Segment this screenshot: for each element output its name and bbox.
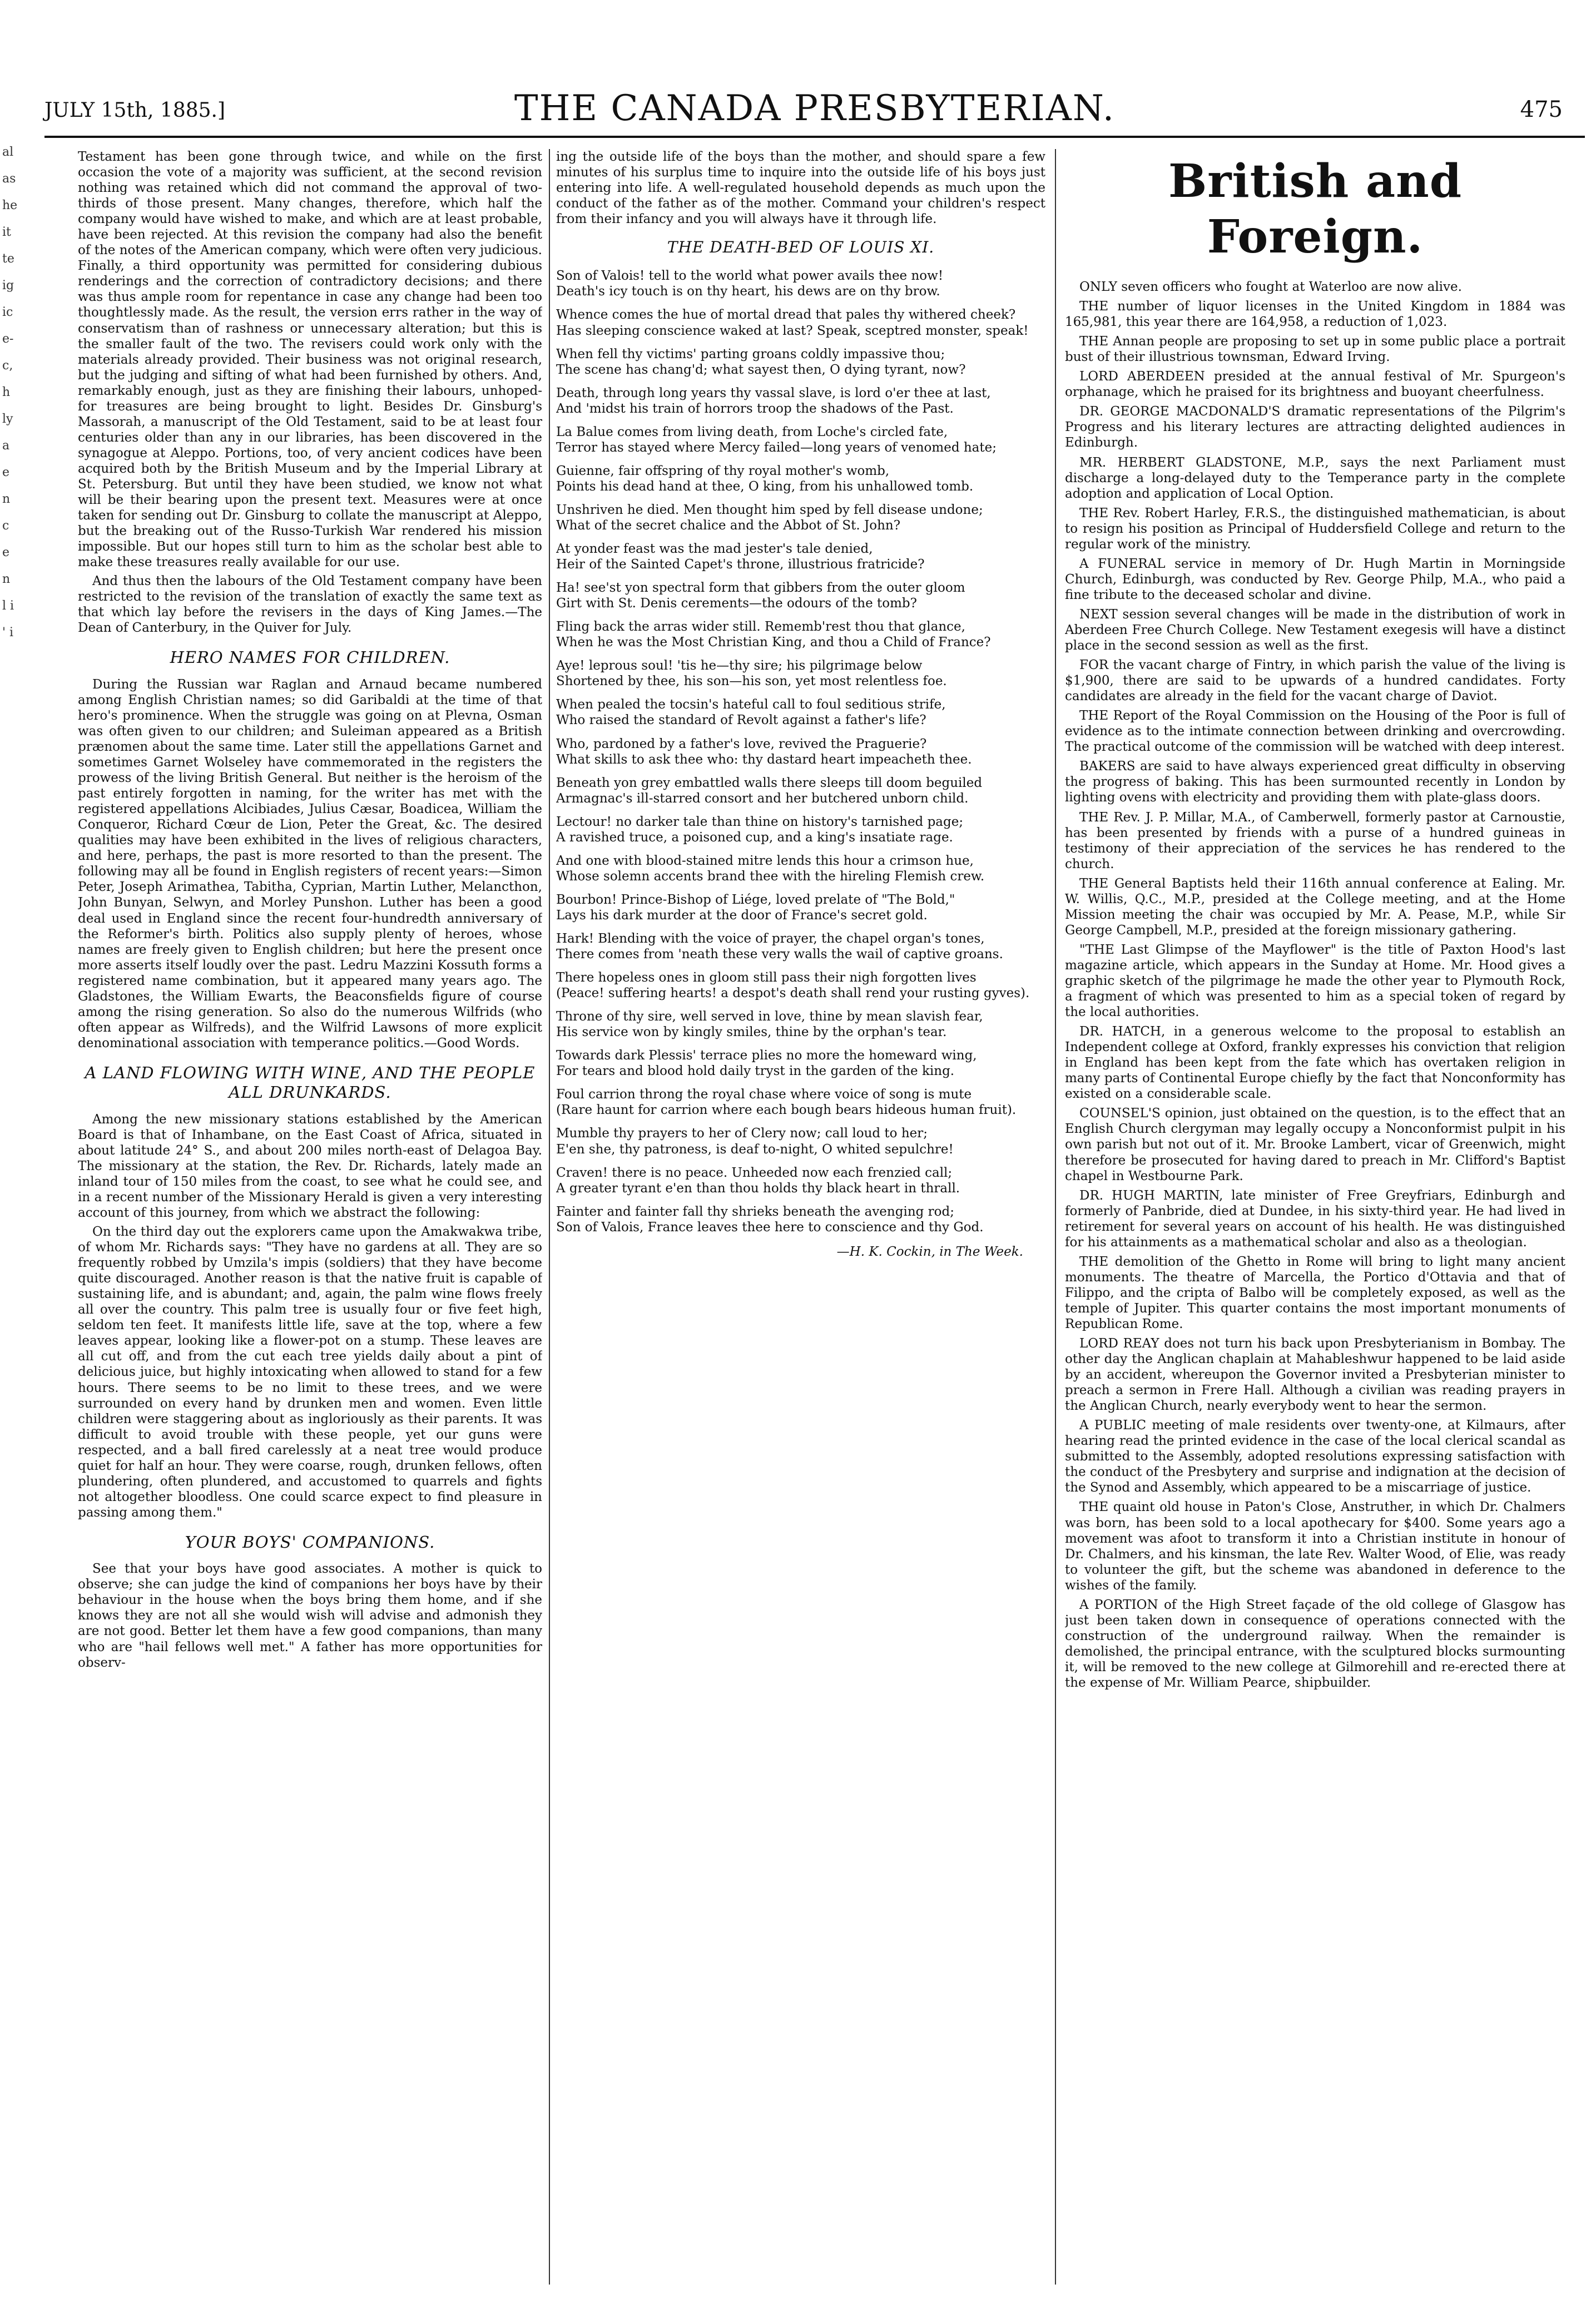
column-divider (549, 149, 550, 2285)
poem (556, 268, 1045, 1235)
poem-line: Ha! see'st yon spectral form that gibbers from the outer gloom (556, 581, 965, 596)
poem-stanza (556, 385, 1045, 417)
poem-line: Craven! there is no peace. Unheeded now each frenzied call; (556, 1165, 953, 1180)
poem-line: At yonder feast was the mad jester's tale denied, (556, 542, 873, 557)
poem-stanza (556, 1204, 1045, 1235)
poem-line: Heir of the Sainted Capet's throne, illustrious fratricide? (556, 557, 925, 572)
news-item: MR. HERBERT GLADSTONE, M.P., says the next Parliament must discharge a long-delayed duty to the Temperance party in the complete adoption and application of Local Option. (1065, 455, 1565, 501)
poem-stanza (556, 1126, 1045, 1157)
poem-line: Shortened by thee, his son—his son, yet most relentless foe. (556, 674, 947, 689)
poem-line: Armagnac's ill-starred consort and her butchered unborn child. (556, 791, 969, 806)
poem-stanza (556, 424, 1045, 455)
poem-stanza (556, 736, 1045, 767)
page-number: 475 (1520, 97, 1563, 122)
poem-stanza (556, 658, 1045, 689)
poem-stanza (556, 970, 1045, 1001)
news-item: THE Rev. J. P. Millar, M.A., of Camberwell, formerly pastor at Carnoustie, has been presented by friends with a purse of a hundred guineas in testimony of their appreciation of the services he has rendered to the church. (1065, 810, 1565, 871)
poem-line: His service won by kingly smiles, thine by the orphan's tear. (556, 1025, 947, 1040)
poem-line: Death, through long years thy vassal slave, is lord o'er thee at last, (556, 385, 991, 400)
poem-credit: —H. K. Cockin, in The Week. (836, 1244, 1023, 1259)
poem-stanza (556, 853, 1045, 884)
poem-stanza (556, 1165, 1045, 1196)
article-paragraph: ing the outside life of the boys than the mother, and should spare a few minutes of his surplus time to inquire into the outside life of his boys just entering into life. A well-regulated household depends as much upon the conduct of the father as of the mother. Command your children's respect from their infancy and you will always have it through life. (556, 150, 1045, 227)
poem-line: There comes from 'neath these very walls the wail of captive groans. (556, 947, 1003, 962)
article-paragraph: And thus then the labours of the Old Testament company have been restricted to the revision of the translation of exactly the same text as that which lay before the revisers in the days of King James.—The Dean of Canterbury, in the Quiver for July. (78, 574, 542, 636)
poem-line: Who, pardoned by a father's love, revived the Praguerie? (556, 736, 927, 751)
column-left (78, 149, 542, 2285)
poem-line: A ravished truce, a poisoned cup, and a king's insatiate rage. (556, 830, 953, 845)
news-item: THE demolition of the Ghetto in Rome will bring to light many ancient monuments. The theatre of Marcella, the Portico d'Ottavia and that of Filippo, and the cripta of Balbo will be completely exposed, as well as the temple of Jupiter. This quarter contains the most important monuments of Republican Rome. (1065, 1254, 1565, 1331)
poem-stanza (556, 580, 1045, 611)
poem-line: La Balue comes from living death, from Loche's circled fate, (556, 424, 948, 439)
news-item: THE number of liquor licenses in the United Kingdom in 1884 was 165,981, this year there are 164,958, a reduction of 1,023. (1065, 299, 1565, 330)
poem-line: What of the secret chalice and the Abbot of St. John? (556, 518, 901, 533)
news-item: THE quaint old house in Paton's Close, Anstruther, in which Dr. Chalmers was born, has been sold to a local apothecary for $400. Some years ago a movement was afoot to transform it into a Christian institute in honour of Dr. Chalmers, and his kinsman, the late Rev. Walter Wood, of Elie, was ready to volunteer the gift, but the scheme was abandoned in deference to the wishes of the family. (1065, 1500, 1565, 1593)
poem-line: Throne of thy sire, well served in love, thine by mean slavish fear, (556, 1009, 983, 1024)
news-item: A PUBLIC meeting of male residents over twenty-one, at Kilmaurs, after hearing read the printed evidence in the case of the local clerical scandal as submitted to the Assembly, adopted resolutions expressing satisfaction with the conduct of the Presbytery and surprise and indignation at the decision of the Synod and Assembly, which appeared to be a miscarriage of justice. (1065, 1418, 1565, 1495)
poem-line: E'en she, thy patroness, is deaf to-night, O whited sepulchre! (556, 1142, 954, 1157)
poem-line: Fling back the arras wider still. Rememb'rest thou that glance, (556, 620, 965, 635)
news-item: "THE Last Glimpse of the Mayflower" is the title of Paxton Hood's last magazine article, which appears in the Sunday at Home. Mr. Hood gives a graphic sketch of the pilgrimage he made the other year to Plymouth Rock, a fragment of which was presented to him as a special token of regard by the local authorities. (1065, 942, 1565, 1020)
poem-stanza (556, 892, 1045, 923)
article-paragraph: See that your boys have good associates. A mother is quick to observe; she can judge the kind of companions her boys have by their behaviour in the house when the boys bring them home, and if she knows they are not all she would wish will advise and admonish they are not good. Better let them have a few good companions, than many who are "hail fellows well met." A father has more opportunities for observ- (78, 1562, 542, 1670)
news-item: DR. HUGH MARTIN, late minister of Free Greyfriars, Edinburgh and formerly of Panbride, died at Dundee, in his sixty-third year. He had lived in retirement for several years on account of his health. He was distinguished for his attainments as a mathematical scholar and also as a theologian. (1065, 1188, 1565, 1250)
article-paragraph: During the Russian war Raglan and Arnaud became numbered among English Christian names; so did Garibaldi at the time of that hero's prominence. When the struggle was going on at Plevna, Osman was often given to our children; and Suleiman appeared as a British prænomen about the same time. Later still the appellations Garnet and sometimes Garnet Wolseley have commemorated in the registers the prowess of the living British General. But neither is the heroism of the past entirely forgotten in naming, for the writer has met with the registered appellations Alcibiades, Julius Cæsar, Boadicea, William the Conqueror, Richard Cœur de Lion, Peter the Great, &c. The desired qualities may have been exhibited in the lives of religious characters, and here, perhaps, the past is more resorted to than the present. The following may all be found in English registers of recent years:—Simon Peter, Joseph Arimathea, Tabitha, Cyprian, Martin Luther, Melancthon, John Bunyan, Selwyn, and Morley Punshon. Luther has been a good deal used in England since the recent four-hundredth anniversary of the Reformer's birth. Politics also supply plenty of heroes, whose names are freely given to English children; but here the present once more asserts itself loudly over the past. Ledru Mazzini Kossuth forms a registered name combination, but it appeared many years ago. The Gladstones, the William Ewarts, the Beaconsfields figure of course among the rising generation. So also do the numerous Wilfrids (who often appear as Wilfreds), and the Wilfrid Lawsons of more explicit denominational association with temperance politics.—Good Words. (78, 677, 542, 1051)
poem-line: Whence comes the hue of mortal dread that pales thy withered cheek? (556, 308, 1016, 323)
poem-stanza (556, 463, 1045, 494)
poem-line: Who raised the standard of Revolt against a father's life? (556, 713, 926, 728)
poem-line: Fainter and fainter fall thy shrieks beneath the avenging rod; (556, 1204, 954, 1219)
poem-line: For tears and blood hold daily tryst in the garden of the king. (556, 1064, 955, 1079)
article-paragraph: Among the new missionary stations established by the American Board is that of Inhambane, on the East Coast of Africa, situated in about latitude 24° S., and about 200 miles north-east of Delagoa Bay. The missionary at the station, the Rev. Dr. Richards, lately made an inland tour of 150 miles from the coast, to see what he could see, and in a recent number of the Missionary Herald is given a very interesting account of this journey, from which we abstract the following: (78, 1112, 542, 1220)
poem-stanza (556, 268, 1045, 299)
news-item: THE Report of the Royal Commission on the Housing of the Poor is full of evidence as to the intimate connection between drinking and overcrowding. The practical outcome of the commission will be watched with deep interest. (1065, 708, 1565, 755)
news-item: A PORTION of the High Street façade of the old college of Glasgow has just been taken down in consequence of operations connected with the construction of the underground railway. When the remainder is demolished, the principal entrance, with the sculptured blocks surmounting it, will be removed to the new college at Gilmorehill and re-erected there at the expense of Mr. William Pearce, shipbuilder. (1065, 1597, 1565, 1690)
poem-line: And 'midst his train of horrors troop the shadows of the Past. (556, 401, 954, 416)
header-rule (44, 136, 1585, 138)
poem-line: Whose solemn accents brand thee with the hireling Flemish crew. (556, 869, 985, 884)
news-item: FOR the vacant charge of Fintry, in which parish the value of the living is $1,900, there are said to be upwards of a hundred candidates. Forty candidates are already in the field for the vacant charge of Daviot. (1065, 658, 1565, 704)
news-item: DR. GEORGE MACDONALD'S dramatic representations of the Pilgrim's Progress and his literary lectures are attracting delighted audiences in Edinburgh. (1065, 404, 1565, 450)
poem-stanza (556, 814, 1045, 845)
poem-line: Terror has stayed where Mercy failed—long years of venomed hate; (556, 440, 997, 455)
poem-line: Mumble thy prayers to her of Clery now; call loud to her; (556, 1126, 928, 1141)
margin-fragments: al as he it te ig ic e- c, h ly a e n c e n l i ' i (2, 145, 18, 640)
poem-line: When fell thy victims' parting groans coldly impassive thou; (556, 346, 945, 361)
news-item: NEXT session several changes will be made in the distribution of work in Aberdeen Free Church College. New Testament exegesis will have a distinct place in the second session as well as the first. (1065, 607, 1565, 653)
poem-title: THE DEATH-BED OF LOUIS XI. (667, 238, 935, 257)
poem-line: Points his dead hand at thee, O king, from his unhallowed tomb. (556, 479, 974, 494)
poem-line: (Rare haunt for carrion where each bough bears hideous human fruit). (556, 1103, 1017, 1118)
poem-stanza (556, 619, 1045, 650)
article-paragraph: On the third day out the explorers came upon the Amakwakwa tribe, of whom Mr. Richards says: "They have no gardens at all. They are so frequently robbed by Umzila's impis (soldiers) that they have become quite discouraged. Another reason is that the native fruit is capable of sustaining life, and is abundant; and, again, the palm wine flows freely all over the country. This palm tree is usually four or five feet high, seldom ten feet. It manifests little life, save at the top, where a few leaves appear, looking like a flower-pot on a stump. These leaves are all cut off, and from the cut each tree yields daily about a pint of delicious juice, but highly intoxicating when allowed to stand for a few hours. There seems to be no limit to these trees, and we were surrounded on every hand by drunken men and women. Even little children were staggering about as ingloriously as their parents. It was difficult to avoid trouble with these people, yet our guns were respected, and a ball fired carelessly at a neat tree would produce quiet for half an hour. They were coarse, rough, drunken fellows, often plundering, often plundered, and accustomed to quarrels and fights not altogether bloodless. One could scarce expect to find pleasure in passing among them." (78, 1225, 542, 1520)
news-item: LORD REAY does not turn his back upon Presbyterianism in Bombay. The other day the Anglican chaplain at Mahableshwur happened to be laid aside by an accident, whereupon the Governor invited a Presbyterian minister to preach a sermon in Frere Hall. Although a civilian was reading prayers in the Anglican Church, nearly everybody went to hear the sermon. (1065, 1336, 1565, 1414)
poem-stanza (556, 1048, 1045, 1079)
poem-stanza (556, 502, 1045, 533)
news-item: LORD ABERDEEN presided at the annual festival of Mr. Spurgeon's orphanage, which he praised for its brightness and buoyant cheerfulness. (1065, 369, 1565, 400)
news-item: COUNSEL'S opinion, just obtained on the question, is to the effect that an English Church clergyman may legally occupy a Nonconformist pulpit in his own parish but not out of it. Mr. Brooke Lambert, vicar of Greenwich, might therefore be prosecuted for having dared to preach in Mr. Clifford's Baptist chapel in Westbourne Park. (1065, 1106, 1565, 1183)
poem-line: Son of Valois, France leaves thee here to conscience and thy God. (556, 1220, 984, 1235)
poem-line: The scene has chang'd; what sayest then, O dying tyrant, now? (556, 362, 966, 377)
page-header (44, 78, 1585, 133)
news-item: A FUNERAL service in memory of Dr. Hugh Martin in Morningside Church, Edinburgh, was conducted by Rev. George Philp, M.A., who paid a fine tribute to the deceased scholar and divine. (1065, 556, 1565, 602)
poem-line: Hark! Blending with the voice of prayer, the chapel organ's tones, (556, 931, 985, 946)
news-item: THE General Baptists held their 116th annual conference at Ealing. Mr. W. Willis, Q.C., M.P., presided at the College meeting, and at the Home Mission meeting the chair was occupied by Mr. A. Pease, M.P., while Sir George Campbell, M.P., presided at the foreign missionary gathering. (1065, 876, 1565, 938)
poem-line: When pealed the tocsin's hateful call to foul seditious strife, (556, 697, 946, 712)
news-item: ONLY seven officers who fought at Waterloo are now alive. (1079, 280, 1462, 295)
news-item: THE Rev. Robert Harley, F.R.S., the distinguished mathematician, is about to resign his position as Principal of Huddersfield College and return to the regular work of the ministry. (1065, 506, 1565, 552)
column-middle (556, 149, 1045, 2285)
poem-line: What skills to ask thee who: thy dastard heart impeacheth thee. (556, 752, 972, 767)
poem-line: Bourbon! Prince-Bishop of Liége, loved prelate of "The Bold," (556, 892, 955, 907)
masthead-title: THE CANADA PRESBYTERIAN. (514, 88, 1116, 129)
column-right (1065, 149, 1565, 2285)
news-item: DR. HATCH, in a generous welcome to the proposal to establish an Independent college at Oxford, frankly expresses his conviction that religion in England has been kept from the fate which has overtaken religion in many parts of Continental Europe chiefly by the fact that Nonconformity has existed on a considerable scale. (1065, 1024, 1565, 1102)
news-item: THE Annan people are proposing to set up in some public place a portrait bust of their illustrious townsman, Edward Irving. (1065, 334, 1565, 365)
poem-line: Beneath yon grey embattled walls there sleeps till doom beguiled (556, 775, 983, 790)
poem-line: Towards dark Plessis' terrace plies no more the homeward wing, (556, 1048, 977, 1063)
poem-line: Death's icy touch is on thy heart, his dews are on thy brow. (556, 284, 940, 299)
poem-line: (Peace! suffering hearts! a despot's death shall rend your rusting gyves). (556, 986, 1030, 1001)
news-item: BAKERS are said to have always experienced great difficulty in observing the progress of baking. This has been surmounted recently in London by lighting ovens with electricity and providing them with plate-glass doors. (1065, 759, 1565, 805)
poem-line: Has sleeping conscience waked at last? Speak, sceptred monster, speak! (556, 323, 1029, 338)
poem-stanza (556, 541, 1045, 572)
article-paragraph: Testament has been gone through twice, and while on the first occasion the vote of a majority was sufficient, at the second revision nothing was retained which did not command the approval of two-thirds of those present. Many changes, therefore, which half the company would have wished to make, and which are at least probable, have been rejected. At this revision the company had also the benefit of the notes of the American company, which were often very judicious. Finally, a third opportunity was permitted for considering dubious renderings and the correction of contradictory decisions; and there was thus ample room for repentance in case any change had been too thoughtlessly made. As the result, the version errs rather in the way of conservatism than of rashness or unnecessary alteration; but this is the smaller fault of the two. The revisers could work only with the materials already provided. Their business was not original research, but the judging and sifting of what had been furnished by others. And, remarkably enough, just as they are finishing their labours, unhoped-for treasures are being brought to light. Besides Dr. Ginsburg's Massorah, a manuscript of the Old Testament, said to be at least four centuries older than any in our libraries, has been discovered in the synagogue at Aleppo. Portions, too, of very ancient codices have been acquired both by the British Museum and by the Imperial Library at St. Petersburg. But until they have been studied, we know not what will be their bearing upon the present text. Measures were at once taken for sending out Dr. Ginsburg to collate the manuscript at Aleppo, but the breaking out of the Russo-Turkish War rendered his mission impossible. But our hopes still turn to him as the scholar best able to make these treasures really available for our use. (78, 150, 542, 570)
poem-line: Girt with St. Denis cerements—the odours of the tomb? (556, 596, 917, 611)
article-heading: HERO NAMES FOR CHILDREN. (170, 648, 450, 667)
poem-stanza (556, 775, 1045, 806)
article-heading: A LAND FLOWING WITH WINE, AND THE PEOPLE ALL DRUNKARDS. (85, 1063, 536, 1102)
poem-stanza (556, 931, 1045, 962)
poem-line: Foul carrion throng the royal chase where voice of song is mute (556, 1087, 972, 1102)
poem-line: There hopeless ones in gloom still pass their nigh forgotten lives (556, 970, 977, 985)
article-heading: YOUR BOYS' COMPANIONS. (185, 1532, 435, 1552)
poem-stanza (556, 1009, 1045, 1040)
poem-line: And one with blood-stained mitre lends this hour a crimson hue, (556, 853, 974, 868)
news-items (1065, 279, 1565, 1691)
poem-stanza (556, 697, 1045, 728)
poem-line: Aye! leprous soul! 'tis he—thy sire; his pilgrimage below (556, 658, 923, 673)
poem-stanza (556, 1087, 1045, 1118)
poem-line: Lays his dark murder at the door of France's secret gold. (556, 908, 928, 923)
issue-date: JULY 15th, 1885.] (44, 99, 226, 122)
poem-line: A greater tyrant e'en than thou holds thy black heart in thrall. (556, 1181, 960, 1196)
poem-line: Unshriven he died. Men thought him sped by fell disease undone; (556, 502, 983, 517)
poem-line: Lectour! no darker tale than thine on history's tarnished page; (556, 814, 964, 829)
poem-line: Son of Valois! tell to the world what power avails thee now! (556, 269, 944, 284)
column-divider (1055, 149, 1056, 2285)
poem-line: When he was the Most Christian King, and thou a Child of France? (556, 635, 991, 650)
poem-stanza (556, 346, 1045, 378)
poem-stanza (556, 307, 1045, 338)
section-title: British and Foreign. (1168, 155, 1463, 264)
poem-line: Guienne, fair offspring of thy royal mother's womb, (556, 463, 890, 478)
